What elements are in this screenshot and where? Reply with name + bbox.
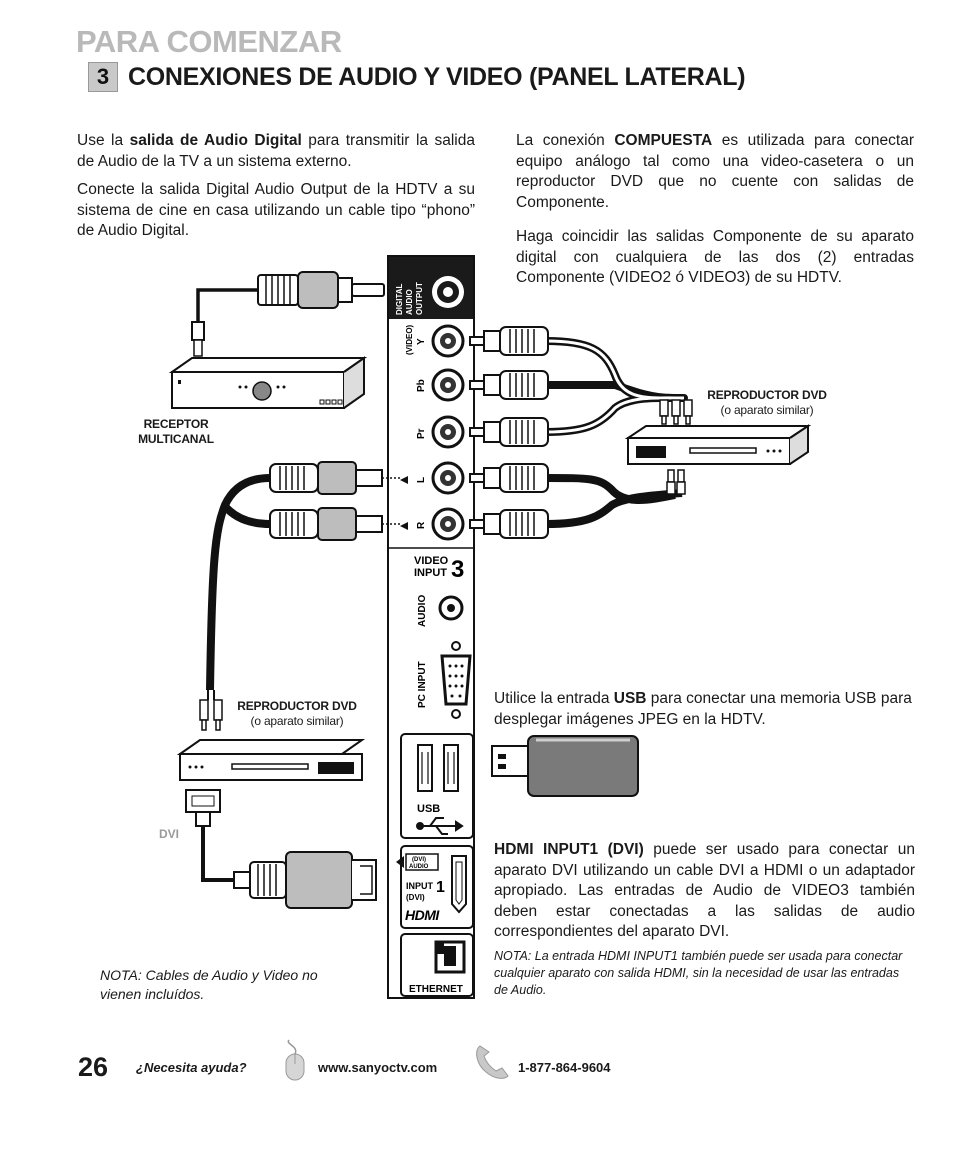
usb-port-2 [444, 745, 458, 791]
rca-plug-r-left [270, 508, 382, 540]
digital-audio-jack [432, 276, 464, 308]
rca-plug-pr [470, 418, 548, 446]
website-link[interactable]: www.sanyoctv.com [318, 1060, 438, 1075]
label-audio: AUDIO [417, 594, 428, 627]
jack-pb [433, 370, 463, 400]
rca-plug-l-right [470, 464, 548, 492]
component-small-plugs [660, 400, 692, 424]
label-dvi-audio-2: AUDIO [409, 864, 429, 870]
label-r: R [416, 521, 427, 529]
label-ethernet: ETHERNET [409, 984, 463, 995]
label-usb: USB [417, 803, 441, 815]
label-pc-input: PC INPUT [417, 661, 428, 708]
usb-description: Utilice la entrada USB para conectar una memoria USB para desplegar imágenes JPEG en la HDTV. [494, 690, 912, 728]
multichannel-receiver [172, 358, 364, 408]
footer [78, 1052, 938, 1088]
dvd-left-label: REPRODUCTOR DVD (o aparato similar) [237, 699, 357, 728]
right-paragraph-1: La conexión COMPUESTA es utilizada para conectar equipo análogo tal como una video-casetera o un reproductor DVD que no cuente con salidas de Componente. [516, 132, 914, 211]
hdmi-description: HDMI INPUT1 (DVI) puede ser usado para conectar un aparato DVI utilizando un cable DVI a HDMI o un adaptador apropiado. Las entradas de Audio de VIDEO3 también deben estar conectadas a las salidas de audio correspondientes del aparato DVI. [494, 841, 916, 940]
label-input: INPUT [414, 567, 447, 579]
jack-y [433, 326, 463, 356]
digital-audio-text-2: AUDIO [405, 289, 414, 315]
dvi-label: DVI [159, 827, 180, 841]
label-l: L [416, 476, 427, 483]
help-text: ¿Necesita ayuda? [136, 1060, 247, 1075]
dvi-hdmi-cable [186, 790, 376, 908]
phone-handset-icon [472, 1042, 512, 1082]
digital-audio-text-3: OUTPUT [415, 282, 424, 315]
digital-audio-cable [192, 272, 384, 356]
label-input-number: 3 [451, 556, 465, 583]
left-paragraph-1: Use la salida de Audio Digital para transmitir la salida de Audio de la TV a un sistema externo. [77, 132, 475, 170]
usb-flash-drive [492, 736, 638, 796]
hdmi-note: NOTA: La entrada HDMI INPUT1 también puede ser usada para conectar cualquier aparato con salida HDMI, sin la necesidad de usar las entradas de Audio. [494, 949, 903, 997]
label-pb: Pb [416, 379, 427, 392]
jack-audio [440, 597, 462, 619]
phone-number: 1-877-864-9604 [518, 1060, 611, 1075]
audio-cable-right [546, 470, 685, 524]
tv-side-panel [382, 256, 474, 998]
right-paragraph-2: Haga coincidir las salidas Componente de su aparato digital con cualquiera de las dos (2) entradas Componente (VIDEO2 ó VIDEO3) de su HDTV. [516, 228, 914, 286]
title-text: CONEXIONES DE AUDIO Y VIDEO (PANEL LATERAL) [128, 62, 746, 91]
usb-port-1 [418, 745, 432, 791]
hdmi-logo: HDMI [405, 907, 439, 923]
rca-plug-pb [470, 371, 548, 399]
rca-plug-l-left [270, 462, 382, 494]
label-y: Y [416, 338, 427, 345]
cables-note: NOTA: Cables de Audio y Video no vienen incluídos. [100, 967, 318, 1002]
audio-cable-left [208, 478, 270, 700]
mouse-icon [283, 1038, 307, 1082]
section-label: PARA COMENZAR [76, 24, 342, 59]
audio-small-plugs-left [200, 700, 222, 730]
step-badge: 3 [88, 62, 118, 92]
receiver-label: RECEPTOR MULTICANAL [138, 417, 214, 446]
label-input1-dvi: (DVI) [406, 893, 425, 902]
jack-r [433, 509, 463, 539]
label-input1-number: 1 [436, 879, 445, 896]
rca-plug-r-right [470, 510, 548, 538]
page-number: 26 [78, 1052, 109, 1082]
dvd-player-left [180, 740, 362, 780]
label-input1: INPUT [406, 881, 433, 891]
dvd-player-right [628, 426, 808, 464]
dvd-right-label: REPRODUCTOR DVD (o aparato similar) [707, 388, 827, 417]
usb-panel [401, 734, 473, 838]
label-video-input: VIDEO [414, 555, 449, 567]
label-video: (VIDEO) [405, 324, 414, 355]
digital-audio-text-1: DIGITAL [395, 283, 404, 315]
rca-plug-y [470, 327, 548, 355]
jack-pr [433, 417, 463, 447]
jack-l [433, 463, 463, 493]
label-dvi-audio-1: (DVI) [412, 857, 426, 863]
left-paragraph-2: Conecte la salida Digital Audio Output de la HDTV a su sistema de cine en casa utilizando un cable tipo “phono” de Audio Digital. [77, 181, 475, 239]
label-pr: Pr [416, 428, 427, 439]
